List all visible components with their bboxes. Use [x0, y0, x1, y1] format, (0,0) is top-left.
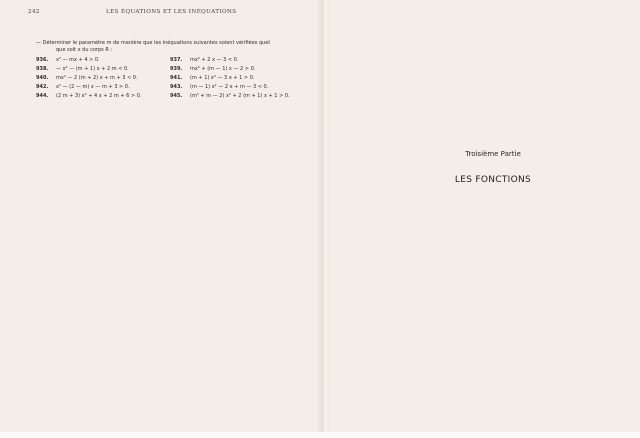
exercise-item — [170, 66, 255, 72]
exercise-item — [170, 93, 290, 99]
book-gutter — [318, 0, 330, 438]
exercise-item — [36, 75, 138, 81]
exercise-number: 941. — [170, 75, 183, 81]
exercise-item — [36, 66, 129, 72]
exercise-number: 938. — [36, 66, 49, 72]
exercise-text: x² — (2 — m) x — m + 3 > 0. — [56, 84, 130, 90]
running-head-title: LES ÉQUATIONS ET LES INÉQUATIONS — [106, 9, 237, 15]
exercise-text: x² — mx + 4 > 0. — [56, 57, 100, 63]
exercise-number: 943. — [170, 84, 183, 90]
exercise-number: 944. — [36, 93, 49, 99]
exercise-text: mx² + 2 x — 3 < 0. — [190, 57, 239, 63]
exercise-text: mx² + (m — 1) x — 2 > 0. — [190, 66, 256, 72]
exercise-text: (m — 1) x² — 2 x + m — 3 < 0. — [190, 84, 269, 90]
exercise-item — [170, 57, 238, 63]
exercise-item — [170, 75, 254, 81]
exercise-number: 936. — [36, 57, 49, 63]
exercise-number: 945. — [170, 93, 183, 99]
exercise-text: (2 m + 3) x² + 4 x + 2 m + 6 > 0. — [56, 93, 142, 99]
exercise-number: 937. — [170, 57, 183, 63]
exercise-item — [36, 93, 141, 99]
bottom-edge — [0, 432, 640, 438]
instruction-line-2: que soit x du corps R : — [56, 47, 113, 53]
exercise-number: 942. — [36, 84, 49, 90]
part-label: Troisième Partie — [465, 150, 521, 158]
exercise-text: — x² — (m + 1) x + 2 m < 0. — [56, 66, 129, 72]
exercise-text: mx² — 2 (m + 2) x + m + 3 < 0. — [56, 75, 138, 81]
exercise-number: 940. — [36, 75, 49, 81]
instruction-line-1: — Déterminer le paramètre m de manière que les inéquations suivantes soient vérifiées quel — [36, 40, 270, 46]
exercise-text: (m² + m — 2) x² + 2 (m + 1) x + 1 > 0. — [190, 93, 290, 99]
right-page — [326, 0, 640, 432]
exercise-text: (m + 1) x² — 3 x + 1 > 0. — [190, 75, 255, 81]
page-number: 242 — [28, 9, 40, 15]
part-title: LES FONCTIONS — [454, 175, 532, 185]
left-page — [0, 0, 322, 432]
exercise-number: 939. — [170, 66, 183, 72]
exercise-item — [36, 84, 130, 90]
exercise-instructions — [36, 40, 304, 54]
exercise-item — [170, 84, 268, 90]
exercise-item — [36, 57, 100, 63]
